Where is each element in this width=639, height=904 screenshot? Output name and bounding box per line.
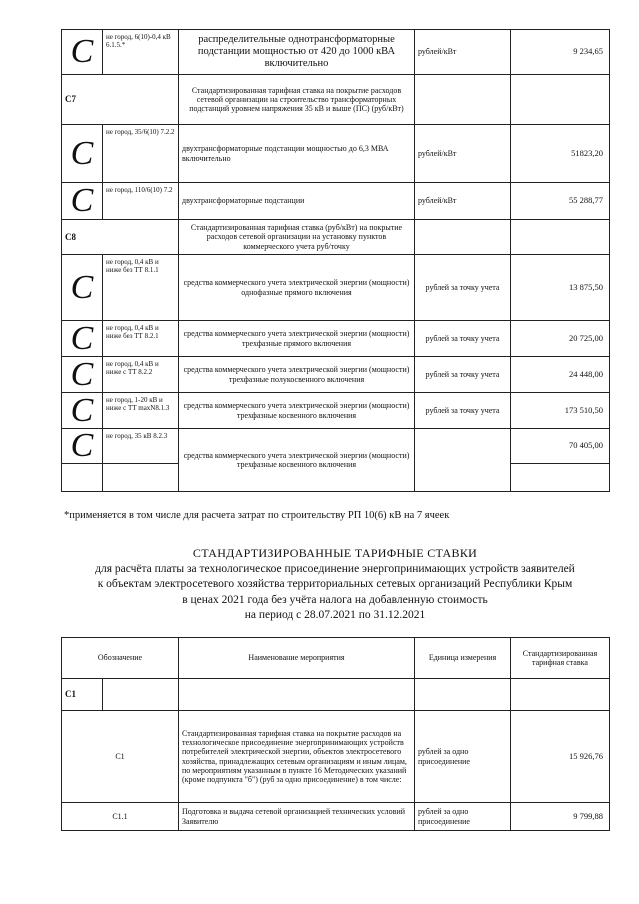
- empty-cell: [103, 679, 179, 711]
- empty-cell: [415, 220, 511, 255]
- row-code: не город, 0,4 кВ и ниже без ТТ 8.1.1: [103, 255, 179, 321]
- row-mark: C: [62, 429, 103, 464]
- table-row: [62, 125, 610, 183]
- table-row: [62, 711, 610, 803]
- row-unit: рублей/кВт: [415, 30, 511, 75]
- row-designation: С1: [62, 711, 179, 803]
- row-value: 55 288,77: [511, 183, 610, 220]
- empty-cell: [415, 75, 511, 125]
- row-unit: рублей/кВт: [415, 183, 511, 220]
- col-header-designation: Обозначение: [62, 638, 179, 679]
- row-value: 9 234,65: [511, 30, 610, 75]
- row-mark: C: [62, 125, 103, 183]
- section-label: С1: [62, 679, 103, 711]
- empty-cell: [511, 464, 610, 492]
- row-code: не город, 0,4 кВ и ниже без ТТ 8.2.1: [103, 321, 179, 357]
- table-row: [62, 357, 610, 393]
- row-unit: рублей/кВт: [415, 125, 511, 183]
- row-name: средства коммерческого учета электрической энергии (мощности) трехфазные косвенного включения: [179, 393, 415, 429]
- rates-table-upper: [61, 29, 610, 492]
- table-row: [62, 429, 610, 464]
- section-label: С8: [62, 220, 179, 255]
- row-rate: 15 926,76: [511, 711, 610, 803]
- empty-cell: [415, 679, 511, 711]
- heading-line: в ценах 2021 года без учёта налога на добавленную стоимость: [182, 593, 488, 606]
- rates-table-lower: [61, 637, 610, 831]
- empty-cell: [511, 679, 610, 711]
- row-value: 24 448,00: [511, 357, 610, 393]
- row-name: средства коммерческого учета электрической энергии (мощности) трехфазные полукосвенного включения: [179, 357, 415, 393]
- row-name: средства коммерческого учета электрической энергии (мощности) трехфазные прямого включения: [179, 321, 415, 357]
- row-name: средства коммерческого учета электрической энергии (мощности) трехфазные косвенного включения: [179, 429, 415, 492]
- col-header-rate: Стандартизированная тарифная ставка: [511, 638, 610, 679]
- heading-line: к объектам электросетевого хозяйства территориальных сетевых организаций Республики Крым: [97, 578, 573, 591]
- row-unit: рублей за точку учета: [415, 255, 511, 321]
- empty-cell: [511, 75, 610, 125]
- row-unit: [415, 429, 511, 492]
- empty-cell: [62, 464, 103, 492]
- row-value: 13 875,50: [511, 255, 610, 321]
- row-code: не город, 35 кВ 8.2.3: [103, 429, 179, 464]
- row-mark: C: [62, 183, 103, 220]
- header-row: [62, 638, 610, 679]
- empty-cell: [103, 464, 179, 492]
- row-mark: C: [62, 357, 103, 393]
- empty-cell: [179, 679, 415, 711]
- table-row: [62, 321, 610, 357]
- row-mark: C: [62, 255, 103, 321]
- table-row: [62, 803, 610, 831]
- row-event: Стандартизированная тарифная ставка на покрытие расходов на технологическое присоединение энергопринимающих устройств потребителей электрической энергии, объектов электросетевого хозяйства, принадлежащих сетевым организациям и иным лицам, по мероприятиям указанным в пункте 16 Методических указаний (кроме подпункта "б") (руб за одно присоединение) в том числе:: [179, 711, 415, 803]
- row-value: 173 510,50: [511, 393, 610, 429]
- section-label: С7: [62, 75, 179, 125]
- heading-line: на период с 28.07.2021 по 31.12.2021: [244, 608, 426, 621]
- row-unit: рублей за точку учета: [415, 357, 511, 393]
- heading-line: для расчёта платы за технологическое присоединение энергопринимающих устройств заявителей: [95, 562, 575, 575]
- row-mark: C: [62, 321, 103, 357]
- table-row: [62, 30, 610, 75]
- row-value: 70 405,00: [511, 429, 610, 464]
- document-heading: [60, 546, 610, 623]
- section-desc: Стандартизированная тарифная ставка на покрытие расходов сетевой организации на строительство трансформаторных подстанций уровнем напряжения 35 кВ и выше (ПС) (руб/кВт): [179, 75, 415, 125]
- row-name: распределительные однотрансформаторные подстанции мощностью от 420 до 1000 кВА включительно: [179, 30, 415, 75]
- row-mark: C: [62, 30, 103, 75]
- section-row: [62, 679, 610, 711]
- row-code: не город, 1-20 кВ и ниже с ТТ maxN8.1.3: [103, 393, 179, 429]
- section-row: [62, 75, 610, 125]
- col-header-unit: Единица измерения: [415, 638, 511, 679]
- row-unit: рублей за одно присоединение: [415, 711, 511, 803]
- row-code: не город, 110/6(10) 7.2: [103, 183, 179, 220]
- section-desc: Стандартизированная тарифная ставка (руб/кВт) на покрытие расходов сетевой организации на установку пунктов коммерческого учета руб/точку: [179, 220, 415, 255]
- row-value: 20 725,00: [511, 321, 610, 357]
- footnote: *применяется в том числе для расчета затрат по строительству РП 10(6) кВ на 7 ячеек: [64, 510, 450, 521]
- col-header-event: Наименование мероприятия: [179, 638, 415, 679]
- table-row: [62, 393, 610, 429]
- row-unit: рублей за точку учета: [415, 321, 511, 357]
- table-row: [62, 255, 610, 321]
- row-code: не город, 0,4 кВ и ниже с ТТ 8.2.2: [103, 357, 179, 393]
- row-code: не город, 35/6(10) 7.2.2: [103, 125, 179, 183]
- row-unit: рублей за точку учета: [415, 393, 511, 429]
- empty-cell: [511, 220, 610, 255]
- row-code: не город, 6(10)-0,4 кВ 6.1.5.*: [103, 30, 179, 75]
- row-designation: С1.1: [62, 803, 179, 831]
- section-row: [62, 220, 610, 255]
- row-name: двухтрансформаторные подстанции: [179, 183, 415, 220]
- table-row: [62, 183, 610, 220]
- row-unit: рублей за одно присоединение: [415, 803, 511, 831]
- heading-title: СТАНДАРТИЗИРОВАННЫЕ ТАРИФНЫЕ СТАВКИ: [192, 546, 478, 560]
- row-event: Подготовка и выдача сетевой организацией технических условий Заявителю: [179, 803, 415, 831]
- row-value: 51823,20: [511, 125, 610, 183]
- row-name: средства коммерческого учета электрической энергии (мощности) однофазные прямого включения: [179, 255, 415, 321]
- row-name: двухтрансформаторные подстанции мощностью до 6,3 МВА включительно: [179, 125, 415, 183]
- row-mark: C: [62, 393, 103, 429]
- row-rate: 9 799,88: [511, 803, 610, 831]
